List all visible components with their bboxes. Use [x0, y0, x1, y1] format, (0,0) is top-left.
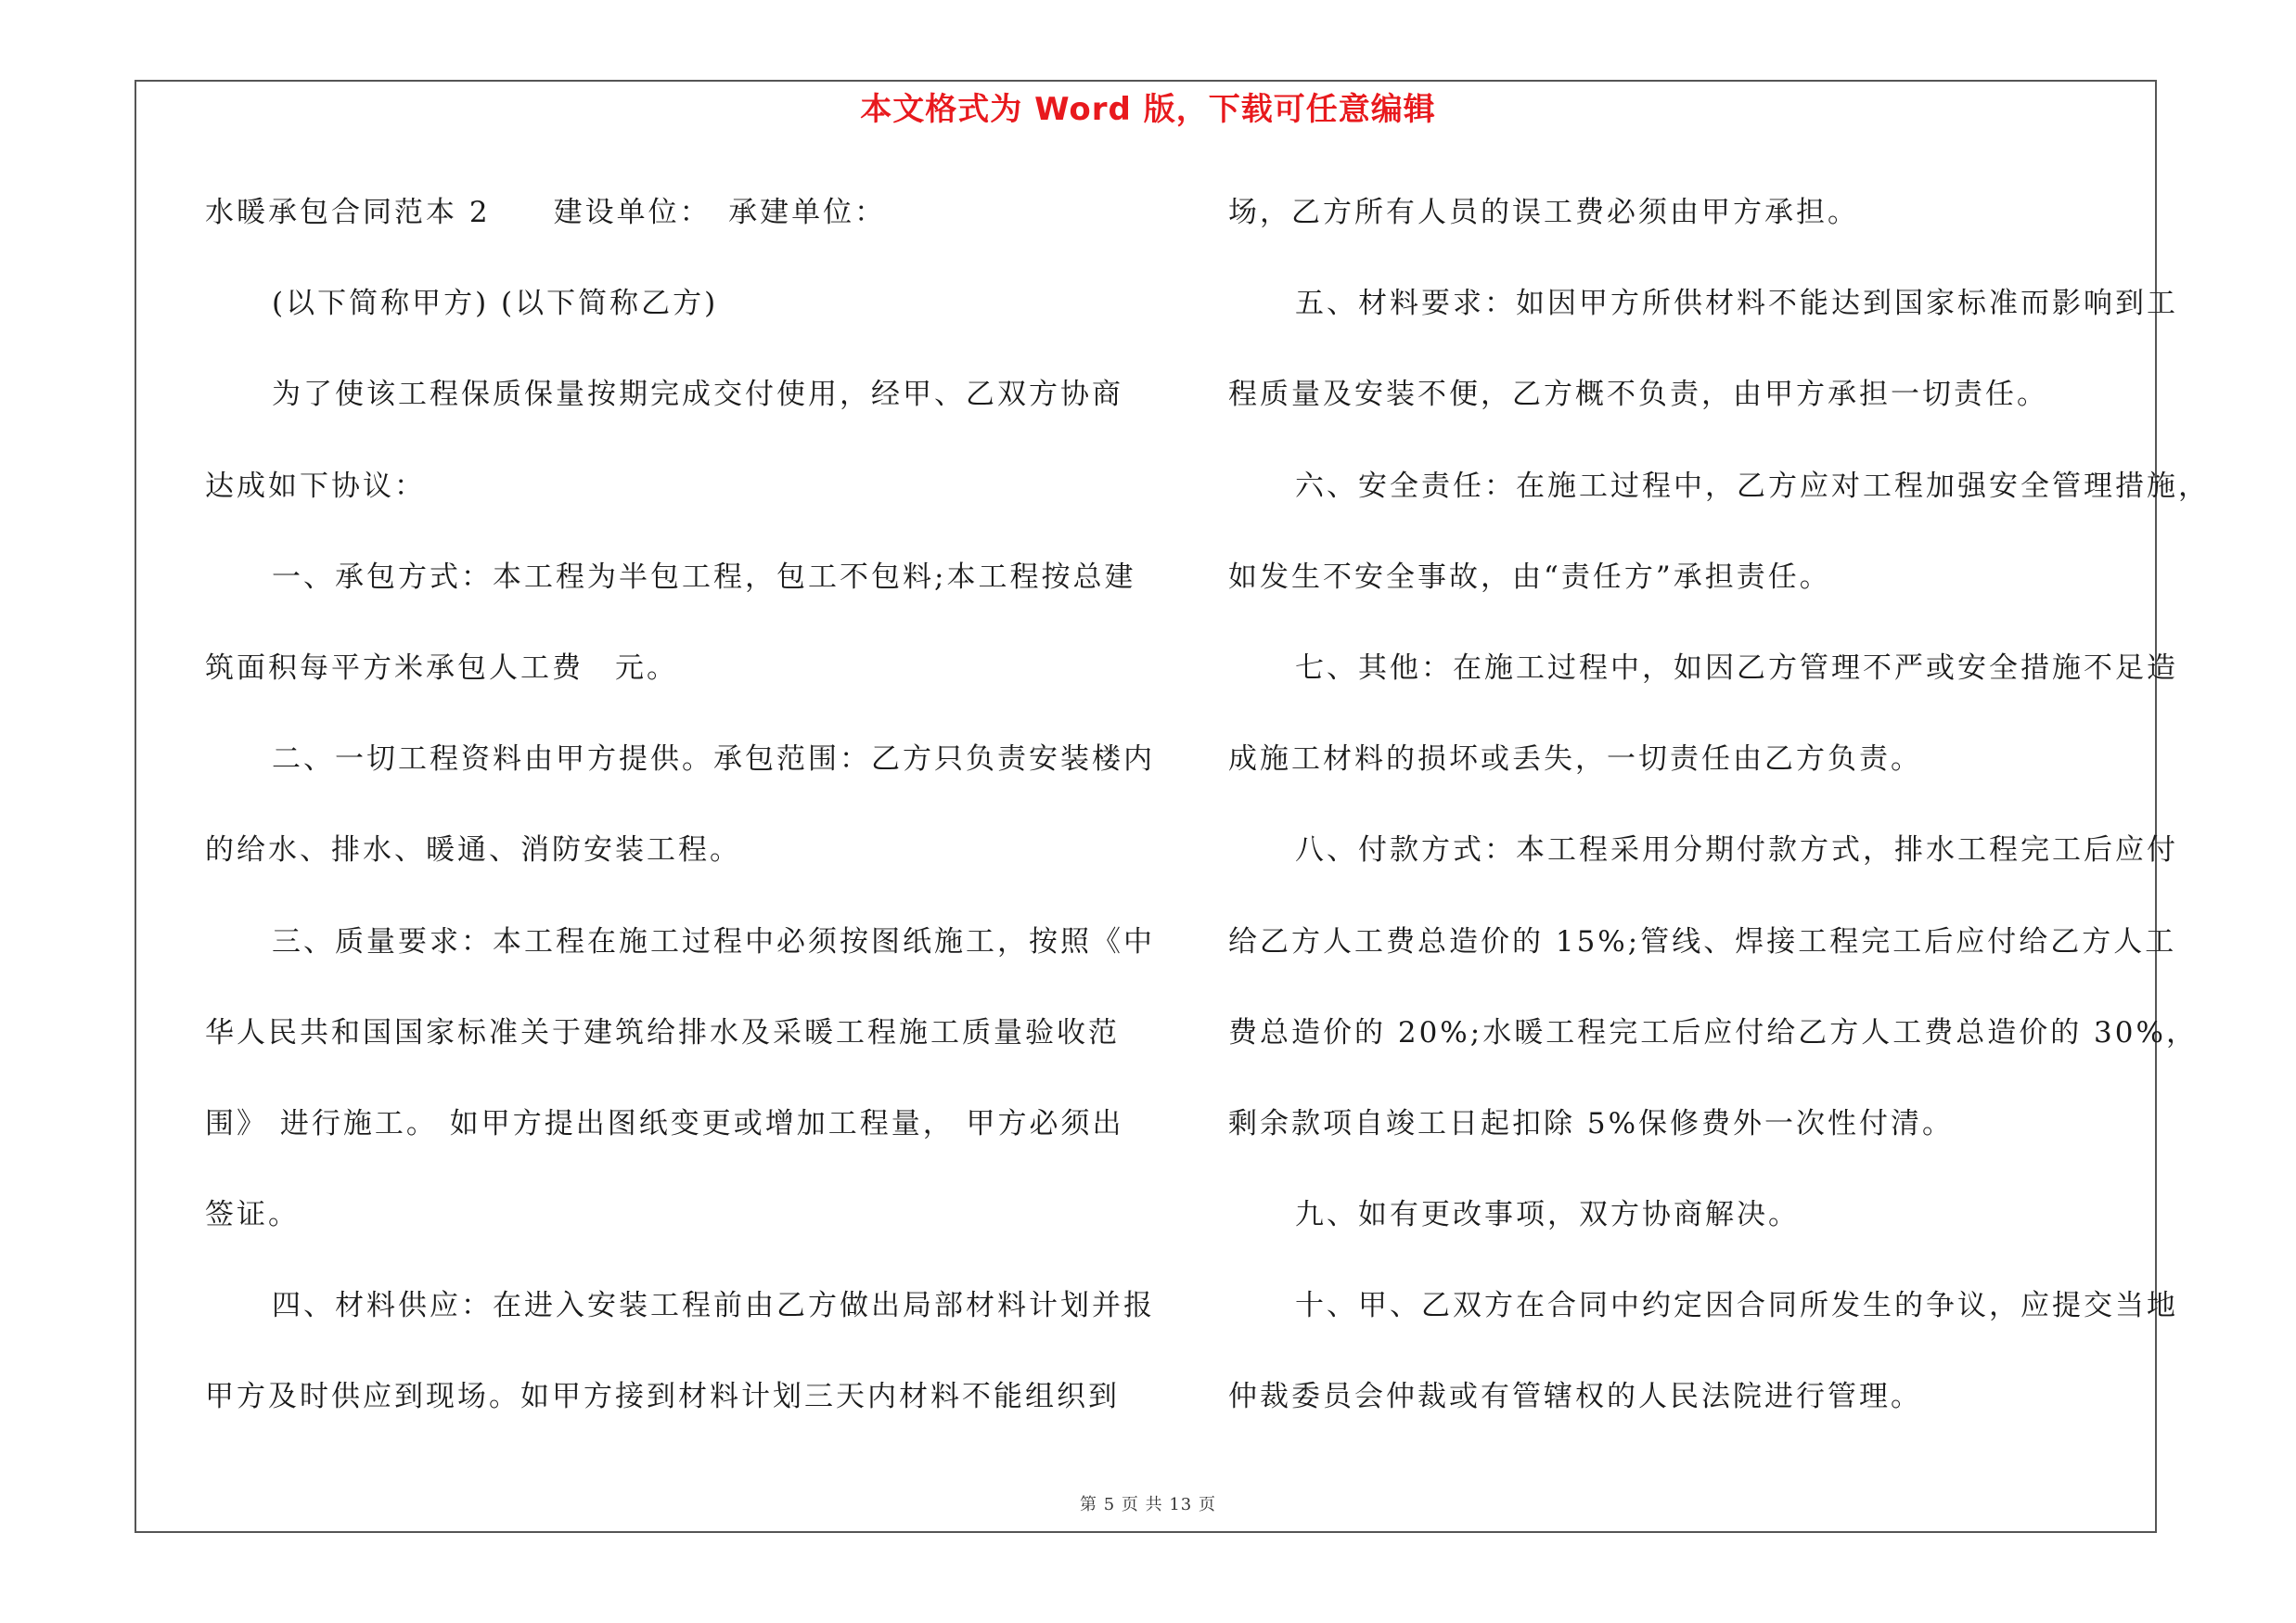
text-line: 八、付款方式：本工程采用分期付款方式，排水工程完工后应付	[1295, 833, 2178, 868]
text-line: 费总造价的 20%;水暖工程完工后应付给乙方人工费总造价的 30%，	[1228, 1015, 2198, 1050]
text-line: 九、如有更改事项，双方协商解决。	[1295, 1198, 1800, 1232]
text-line: 华人民共和国国家标准关于建筑给排水及采暖工程施工质量验收范	[205, 1015, 1120, 1050]
text-line: 签证。	[205, 1198, 300, 1232]
text-line: 给乙方人工费总造价的 15%;管线、焊接工程完工后应付给乙方人工	[1228, 924, 2177, 959]
text-line: 仲裁委员会仲裁或有管辖权的人民法院进行管理。	[1228, 1380, 1922, 1414]
text-line: 四、材料供应：在进入安装工程前由乙方做出局部材料计划并报	[272, 1289, 1155, 1323]
text-line: 水暖承包合同范本 2 建设单位： 承建单位：	[205, 196, 887, 229]
text-line: 成施工材料的损坏或丢失，一切责任由乙方负责。	[1228, 742, 1922, 777]
text-line: 剩余款项自竣工日起扣除 5%保修费外一次性付清。	[1228, 1106, 1955, 1140]
format-banner: 本文格式为 Word 版，下载可任意编辑	[860, 91, 1436, 128]
text-line: 六、安全责任：在施工过程中，乙方应对工程加强安全管理措施，	[1295, 469, 2210, 503]
text-line: 围》 进行施工。 如甲方提出图纸变更或增加工程量， 甲方必须出	[205, 1106, 1124, 1140]
right-text-column	[1228, 182, 2210, 1458]
text-line: 二、一切工程资料由甲方提供。承包范围：乙方只负责安装楼内	[272, 742, 1155, 777]
text-line: 十、甲、乙双方在合同中约定因合同所发生的争议，应提交当地	[1295, 1289, 2178, 1323]
text-line: 如发生不安全事故，由“责任方”承担责任。	[1228, 560, 1831, 594]
text-line: 达成如下协议：	[205, 469, 426, 503]
text-line: (以下简称甲方) (以下简称乙方)	[272, 287, 719, 321]
text-line: 的给水、排水、暖通、消防安装工程。	[205, 833, 741, 868]
text-line: 五、材料要求：如因甲方所供材料不能达到国家标准而影响到工	[1295, 287, 2178, 321]
text-line: 三、质量要求：本工程在施工过程中必须按图纸施工，按照《中	[272, 924, 1155, 959]
text-line: 筑面积每平方米承包人工费 元。	[205, 650, 678, 685]
left-text-column	[205, 182, 1155, 1458]
text-line: 程质量及安装不便，乙方概不负责，由甲方承担一切责任。	[1228, 378, 2048, 412]
text-line: 七、其他：在施工过程中，如因乙方管理不严或安全措施不足造	[1295, 650, 2178, 685]
text-line: 甲方及时供应到现场。如甲方接到材料计划三天内材料不能组织到	[205, 1380, 1120, 1414]
text-line: 为了使该工程保质保量按期完成交付使用，经甲、乙双方协商	[272, 378, 1123, 412]
text-line: 一、承包方式：本工程为半包工程，包工不包料;本工程按总建	[272, 560, 1136, 594]
text-line: 场，乙方所有人员的误工费必须由甲方承担。	[1228, 196, 1859, 229]
page-number-footer: 第 5 页 共 13 页	[1080, 1495, 1216, 1514]
